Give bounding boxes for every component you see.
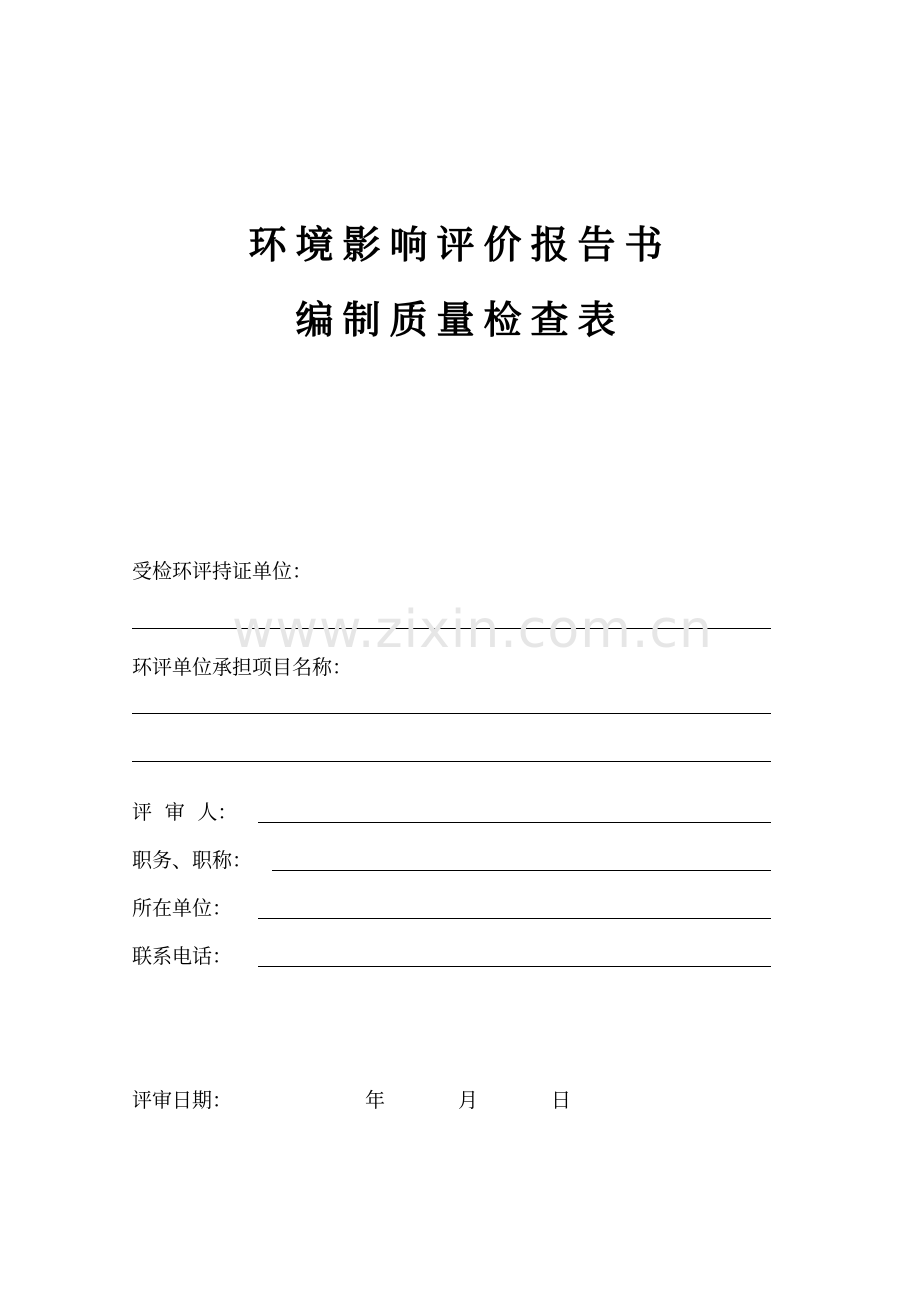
date-day-label: 日 [551, 1088, 571, 1112]
project-name-line-1 [132, 713, 771, 714]
document-title-line-2: 编制质量检查表 [295, 298, 625, 342]
date-year-label: 年 [365, 1088, 385, 1112]
inspected-unit-label: 受检环评持证单位： [132, 559, 312, 583]
watermark: www.zixin.com.cn [232, 600, 713, 660]
project-name-line-2 [132, 761, 771, 762]
project-name-label: 环评单位承担项目名称： [132, 655, 352, 679]
workplace-label: 所在单位： [132, 896, 232, 920]
inspected-unit-line [132, 628, 771, 629]
reviewer-label: 评 审 人： [132, 800, 238, 824]
document-title-line-1: 环境影响评价报告书 [248, 223, 672, 267]
position-title-label: 职务、职称： [132, 848, 252, 872]
position-title-line [272, 870, 771, 871]
date-month-label: 月 [458, 1088, 478, 1112]
phone-line [258, 966, 771, 967]
reviewer-line [258, 822, 771, 823]
phone-label: 联系电话： [132, 944, 232, 968]
workplace-line [258, 918, 771, 919]
review-date-label: 评审日期： [132, 1088, 232, 1112]
